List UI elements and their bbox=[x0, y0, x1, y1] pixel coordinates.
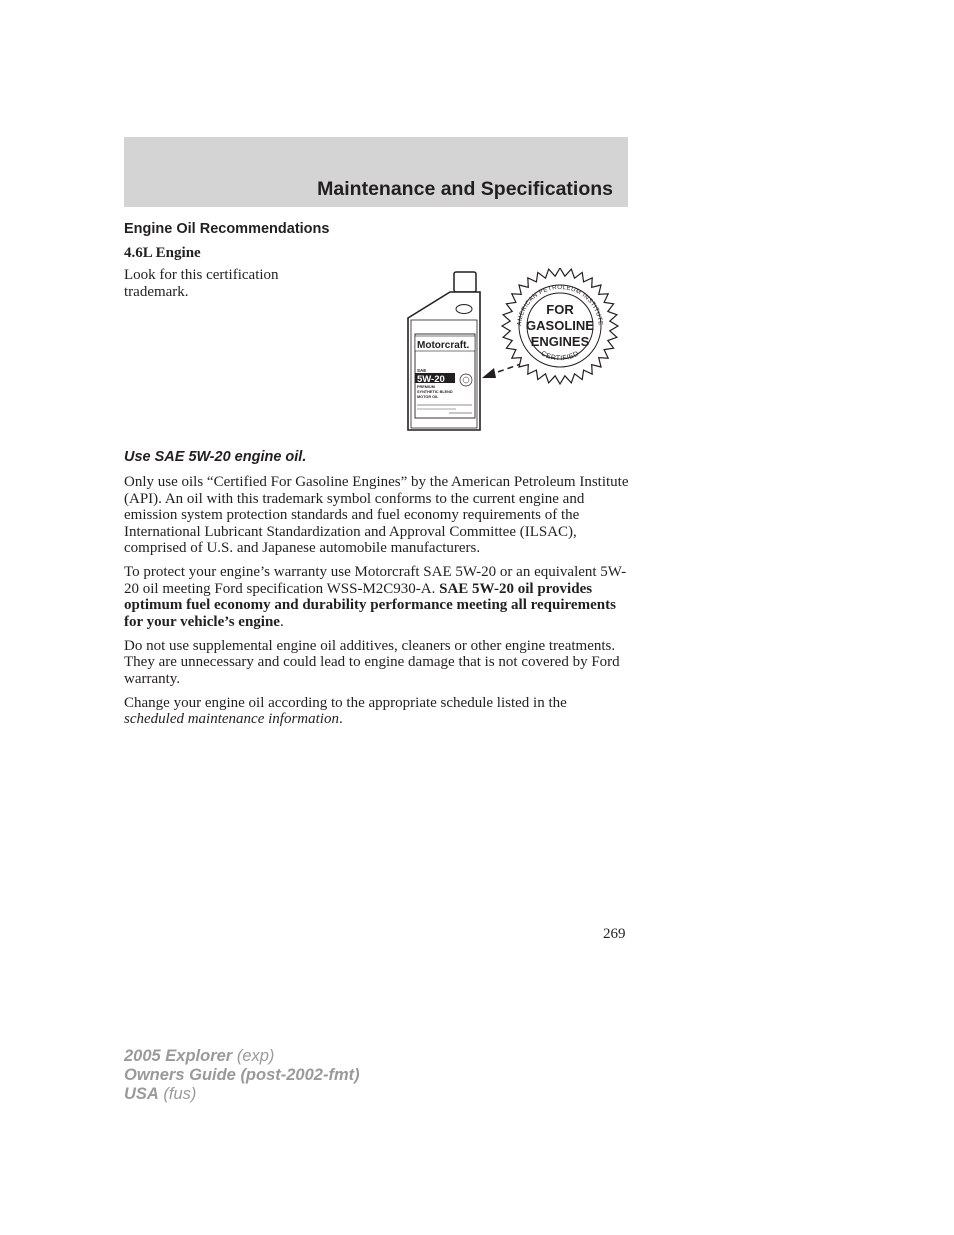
paragraph-warranty-start: To protect your engine’s warranty use Motorcraft SAE 5W-20 or an equivalent 5W-20 oil meeting Ford specification WSS-M2C930-A. bbox=[124, 564, 627, 597]
seal-ring-text: AMERICAN PETROLEUM INSTITUTE bbox=[516, 283, 604, 327]
oil-bottle-icon bbox=[408, 272, 480, 430]
bottle-sae-text: SAE bbox=[417, 368, 427, 373]
section-heading: Engine Oil Recommendations bbox=[124, 221, 330, 237]
footer-line-2 bbox=[124, 1066, 360, 1085]
footer-market-code: (fus) bbox=[158, 1085, 197, 1103]
footer-guide: Owners Guide (post-2002-fmt) bbox=[124, 1066, 360, 1084]
footer bbox=[124, 1047, 360, 1104]
paragraph-schedule-start: Change your engine oil according to the appropriate schedule listed in the bbox=[124, 694, 567, 711]
paragraph-warranty-bold: SAE 5W-20 oil provides optimum fuel economy and durability performance meeting all requirements for your vehicle’s engine bbox=[124, 580, 616, 630]
engine-subheading: 4.6L Engine bbox=[124, 245, 201, 261]
paragraph-warranty bbox=[124, 564, 630, 630]
footer-model-code: (exp) bbox=[232, 1047, 275, 1065]
body-text bbox=[124, 474, 630, 735]
footer-line-3 bbox=[124, 1085, 360, 1104]
paragraph-schedule-italic: scheduled maintenance information bbox=[124, 711, 339, 727]
header-band bbox=[124, 137, 628, 207]
seal-line2-text: GASOLINE bbox=[526, 318, 594, 333]
seal-line1-text: FOR bbox=[546, 302, 574, 317]
footer-model: 2005 Explorer bbox=[124, 1047, 233, 1065]
api-certification-seal-icon bbox=[502, 268, 618, 384]
paragraph-warranty-end: . bbox=[279, 613, 284, 630]
paragraph-certified-oils: Only use oils “Certified For Gasoline Engines” by the American Petroleum Institute (API). An oil with this trademark symbol conforms to the current engine and emission system protection standards and fuel economy requirements of the International Lubricant Standardization and Approval Committee (ILSAC), comprised of U.S. and Japanese automobile manufacturers. bbox=[124, 474, 629, 556]
use-sae-heading: Use SAE 5W-20 engine oil. bbox=[124, 449, 307, 465]
oil-certification-figure bbox=[404, 268, 624, 438]
bottle-line1-text: PREMIUM bbox=[417, 385, 435, 389]
paragraph-additives: Do not use supplemental engine oil additives, cleaners or other engine treatments. They are unnecessary and could lead to engine damage that is not covered by Ford warranty. bbox=[124, 637, 620, 687]
paragraph-schedule-end: . bbox=[338, 711, 343, 727]
look-for-text: Look for this certification trademark. bbox=[124, 267, 279, 300]
seal-bottom-text: CERTIFIED bbox=[539, 350, 581, 363]
bottle-line2-text: SYNTHETIC BLEND bbox=[417, 390, 453, 394]
page-title: Maintenance and Specifications bbox=[317, 178, 613, 200]
bottle-line3-text: MOTOR OIL bbox=[417, 395, 439, 399]
oil-bottle-and-seal-illustration bbox=[404, 268, 624, 438]
paragraph-schedule bbox=[124, 695, 630, 728]
bottle-brand-text: Motorcraft. bbox=[417, 340, 470, 351]
footer-line-1 bbox=[124, 1047, 360, 1066]
footer-market: USA bbox=[124, 1085, 159, 1103]
seal-line3-text: ENGINES bbox=[530, 334, 590, 349]
bottle-grade-text: 5W-20 bbox=[417, 374, 445, 385]
page-number: 269 bbox=[603, 926, 626, 942]
